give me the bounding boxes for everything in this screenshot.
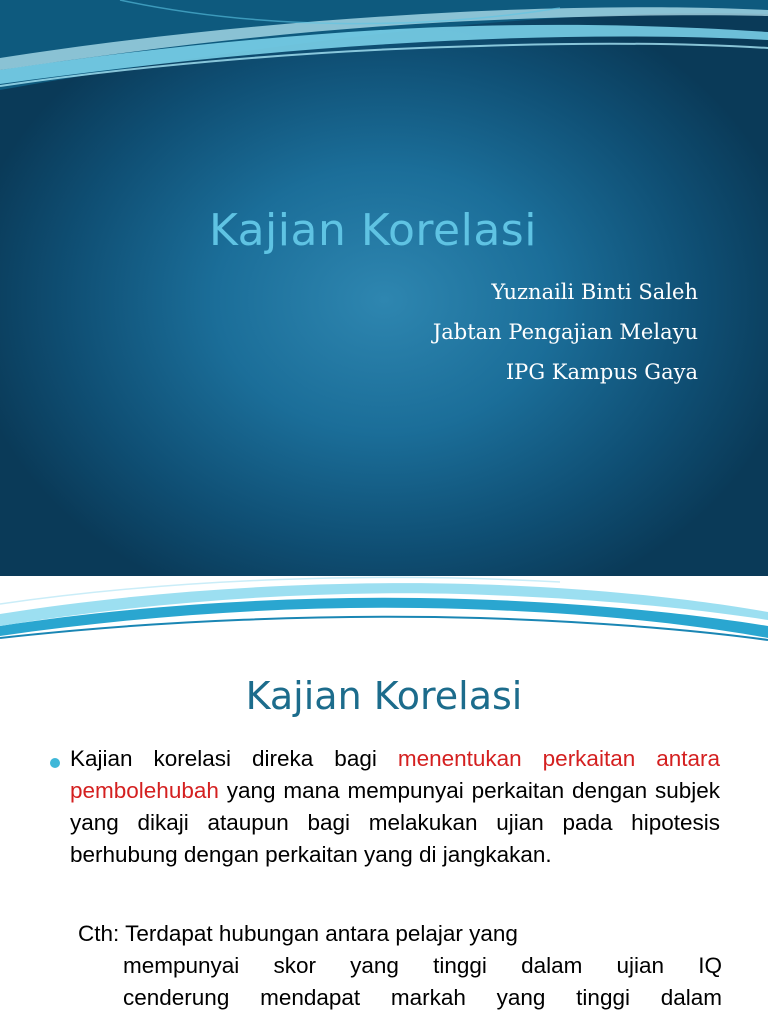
wave-decoration — [0, 576, 768, 666]
example-line-2: mempunyai skor yang tinggi dalam ujian IQ — [123, 953, 722, 978]
example-line-1: Cth: Terdapat hubungan antara pelajar yang — [78, 921, 518, 946]
example-line-3: cenderung mendapat markah yang tinggi dalam — [123, 985, 722, 1010]
bullet-paragraph — [70, 743, 720, 871]
bullet-text-part1: Kajian korelasi direka bagi — [70, 746, 398, 771]
bullet-text-part2: yang mana mempunyai perkaitan dengan subjek yang dikaji ataupun bagi melakukan ujian pada hipotesis berhubung dengan perkaitan yang di jangkakan. — [70, 778, 720, 867]
institution-name: IPG Kampus Gaya — [505, 360, 698, 384]
slide-title: Kajian Korelasi — [209, 205, 537, 256]
department-name: Jabtan Pengajian Melayu — [432, 320, 698, 344]
example-paragraph — [78, 918, 722, 1014]
author-name: Yuznaili Binti Saleh — [491, 280, 698, 304]
slide-title: Kajian Korelasi — [245, 674, 523, 718]
wave-decoration — [0, 0, 768, 120]
bullet-icon — [50, 758, 60, 768]
highlighted-text: menentukan perkaitan antara pembolehubah — [70, 746, 721, 803]
